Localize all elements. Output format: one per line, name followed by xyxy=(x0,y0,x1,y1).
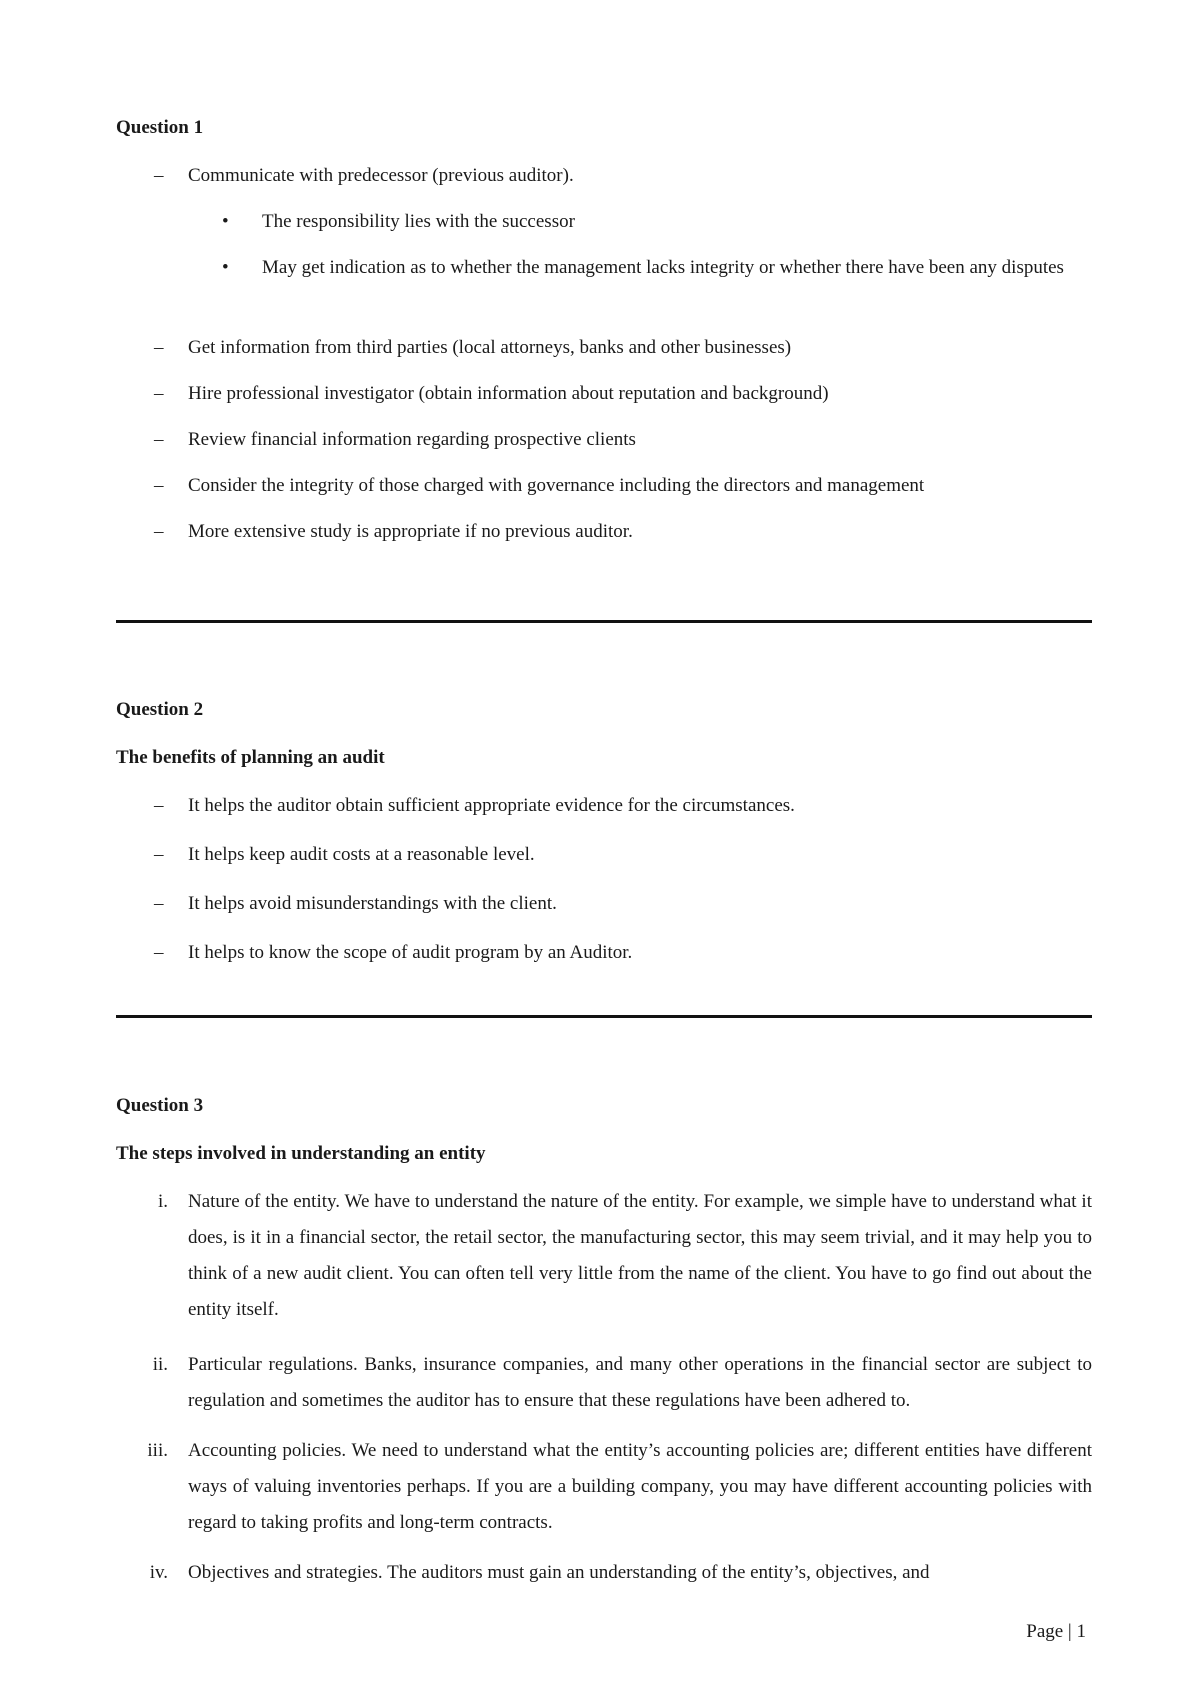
dash-marker: – xyxy=(154,337,164,358)
question-2-subtitle-wrap xyxy=(116,746,1092,770)
dash-marker: – xyxy=(154,795,164,816)
roman-numeral: iv. xyxy=(149,1562,168,1583)
question-1-title: Question 1 xyxy=(116,117,204,138)
question-3-title: Question 3 xyxy=(116,1095,204,1116)
list-item xyxy=(116,788,1092,837)
list-item xyxy=(116,422,1092,468)
list-item xyxy=(116,1433,1092,1555)
question-1-section xyxy=(116,116,1092,140)
list-item xyxy=(116,376,1092,422)
dash-marker: – xyxy=(154,942,164,963)
list-item xyxy=(116,468,1092,514)
list-item-text: Communicate with predecessor (previous auditor). xyxy=(188,165,574,186)
list-item-text: Nature of the entity. We have to understand the nature of the entity. For example, we simple have to understand what it does, is it in a financial sector, the retail sector, the manufacturing sector, this may seem trivial, and it may help you to think of a new audit client. You can often tell very little from the name of the client. You have to go find out about the entity itself. xyxy=(188,1191,1092,1320)
sub-list-item xyxy=(116,250,1092,330)
list-item-text: More extensive study is appropriate if no previous auditor. xyxy=(188,521,633,542)
bullet-marker: • xyxy=(222,257,229,278)
dash-marker: – xyxy=(154,893,164,914)
question-2-list xyxy=(116,788,1092,984)
list-item-text: It helps keep audit costs at a reasonable level. xyxy=(188,844,535,865)
question-3-section xyxy=(116,1094,1092,1118)
list-item-text: Review financial information regarding prospective clients xyxy=(188,429,636,450)
sub-list-item-text: The responsibility lies with the successor xyxy=(262,211,575,232)
list-item-text: It helps the auditor obtain sufficient appropriate evidence for the circumstances. xyxy=(188,795,795,816)
list-item xyxy=(116,1347,1092,1433)
list-item-text: Consider the integrity of those charged with governance including the directors and management xyxy=(188,475,925,496)
list-item xyxy=(116,886,1092,935)
list-item-text: Get information from third parties (local attorneys, banks and other businesses) xyxy=(188,337,792,358)
list-item xyxy=(116,158,1092,204)
dash-marker: – xyxy=(154,475,164,496)
dash-marker: – xyxy=(154,165,164,186)
list-item-text: It helps to know the scope of audit program by an Auditor. xyxy=(188,942,633,963)
question-3-list xyxy=(116,1184,1092,1595)
dash-marker: – xyxy=(154,521,164,542)
list-item xyxy=(116,935,1092,984)
roman-numeral: i. xyxy=(157,1191,168,1212)
list-item-text: Hire professional investigator (obtain information about reputation and background) xyxy=(188,383,829,404)
list-item-text: It helps avoid misunderstandings with the client. xyxy=(188,893,557,914)
roman-numeral: ii. xyxy=(152,1354,168,1375)
question-3-subtitle: The steps involved in understanding an entity xyxy=(116,1143,486,1164)
question-2-subtitle: The benefits of planning an audit xyxy=(116,747,385,768)
question-2-title: Question 2 xyxy=(116,699,204,720)
list-item-text: Objectives and strategies. The auditors must gain an understanding of the entity’s, objectives, and xyxy=(188,1562,930,1583)
list-item xyxy=(116,837,1092,886)
list-item-text: Particular regulations. Banks, insurance companies, and many other operations in the financial sector are subject to regulation and sometimes the auditor has to ensure that these regulations have been adhered to. xyxy=(188,1354,1092,1411)
page-number: Page | 1 xyxy=(1026,1621,1086,1642)
roman-numeral: iii. xyxy=(147,1440,168,1461)
dash-marker: – xyxy=(154,429,164,450)
dash-marker: – xyxy=(154,383,164,404)
section-divider xyxy=(116,620,1092,623)
list-item xyxy=(116,514,1092,560)
question-2-section xyxy=(116,698,1092,722)
list-item xyxy=(116,330,1092,376)
section-divider xyxy=(116,1015,1092,1018)
bullet-marker: • xyxy=(222,211,229,232)
question-1-list xyxy=(116,158,1092,560)
question-3-subtitle-wrap xyxy=(116,1142,1092,1166)
list-item xyxy=(116,1184,1092,1347)
sub-list-item-text: May get indication as to whether the management lacks integrity or whether there have been any disputes xyxy=(262,257,1064,278)
dash-marker: – xyxy=(154,844,164,865)
list-item xyxy=(116,1555,1092,1595)
sub-list-item xyxy=(116,204,1092,250)
list-item-text: Accounting policies. We need to understand what the entity’s accounting policies are; different entities have different ways of valuing inventories perhaps. If you are a building company, you may have different accounting policies with regard to taking profits and long-term contracts. xyxy=(188,1440,1092,1533)
